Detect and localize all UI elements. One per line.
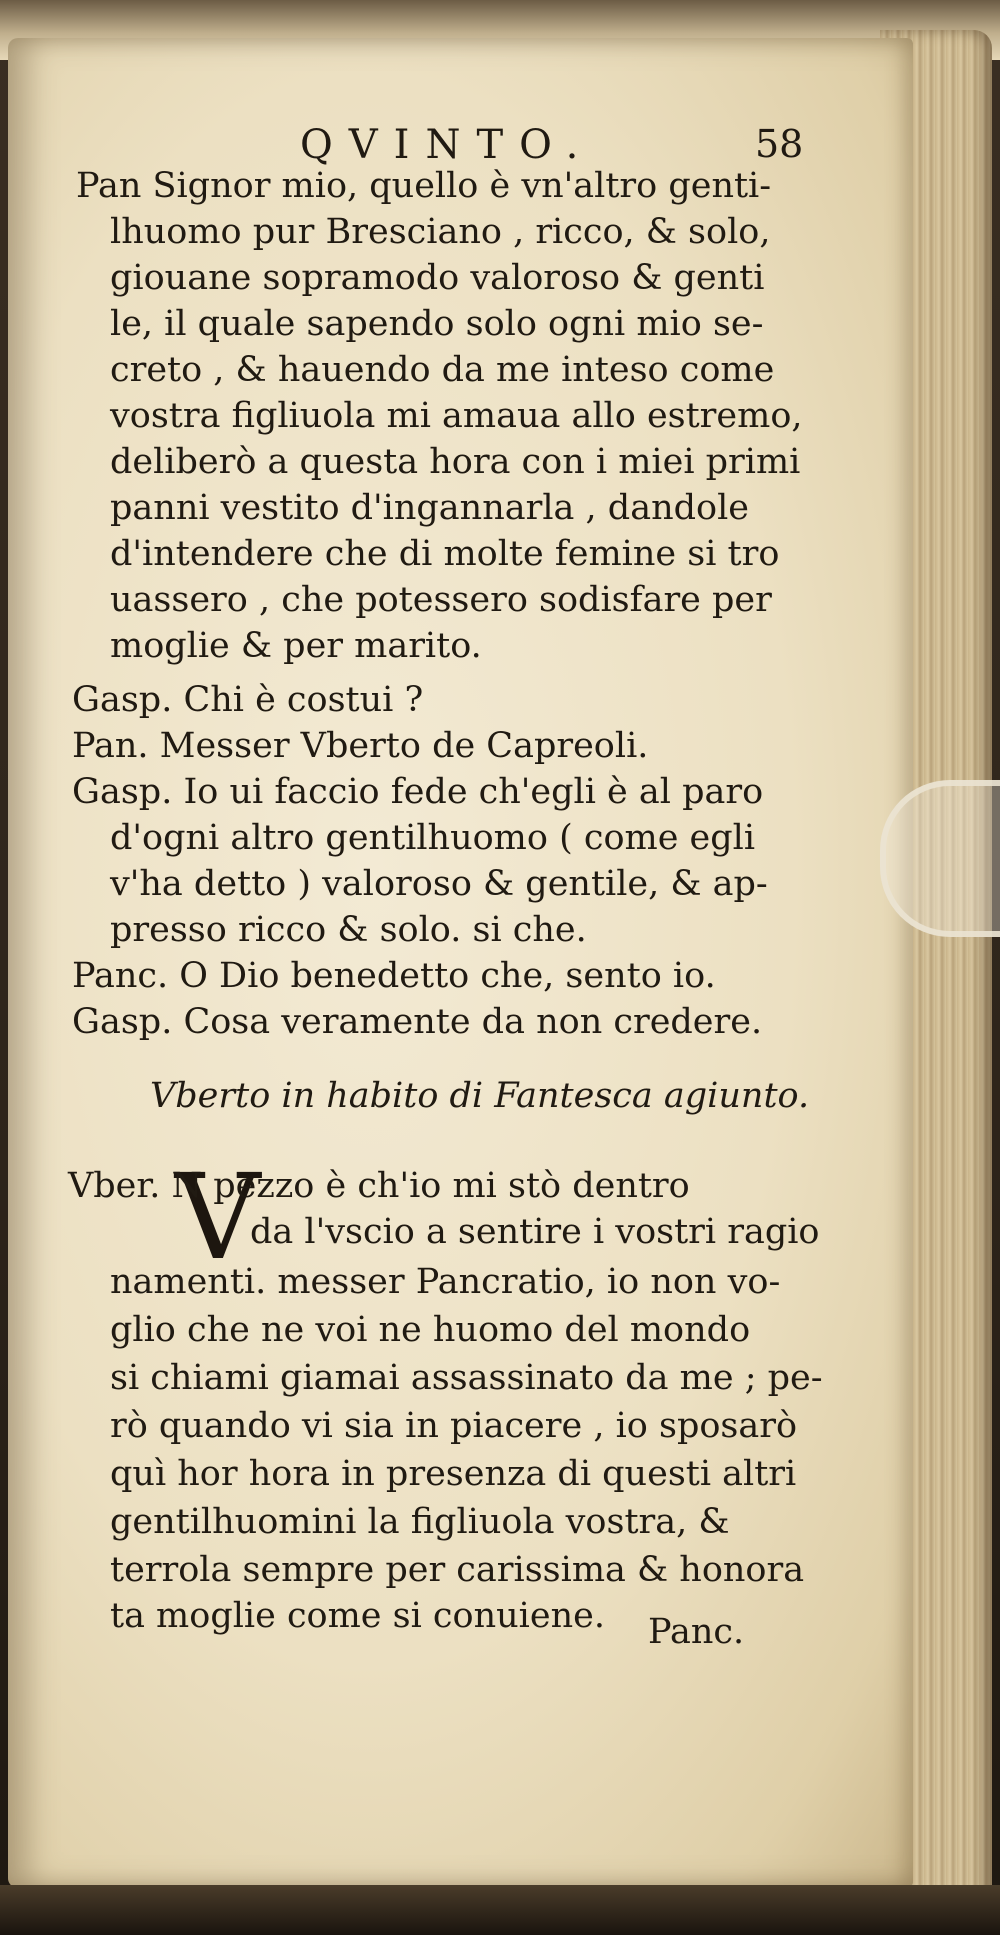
- speech-line: Vber. N pezzo è ch'io mi stò dentro: [68, 1166, 690, 1206]
- clasp-icon: [880, 780, 1000, 937]
- text-line: vostra figliuola mi amaua allo estremo,: [110, 396, 803, 436]
- text-line: moglie & per marito.: [110, 626, 482, 666]
- speech-line: namenti. messer Pancratio, io non vo-: [110, 1262, 781, 1302]
- text-line: Pan. Messer Vberto de Capreoli.: [72, 726, 649, 766]
- text-line: giouane sopramodo valoroso & genti: [110, 258, 765, 298]
- text-line: le, il quale sapendo solo ogni mio se-: [110, 304, 764, 344]
- text-line: deliberò a questa hora con i miei primi: [110, 442, 801, 482]
- text-line: uassero , che potessero sodisfare per: [110, 580, 772, 620]
- speech-line: terrola sempre per carissima & honora: [110, 1550, 805, 1590]
- speech-line: quì hor hora in presenza di questi altri: [110, 1454, 797, 1494]
- text-line: panni vestito d'ingannarla , dandole: [110, 488, 749, 528]
- speech-line: glio che ne voi ne huomo del mondo: [110, 1310, 751, 1350]
- speech-line: da l'vscio a sentire i vostri ragio: [250, 1212, 820, 1252]
- speech-line: si chiami giamai assassinato da me ; pe-: [110, 1358, 823, 1398]
- catchword: Panc.: [648, 1612, 745, 1652]
- page-number: 58: [755, 122, 804, 166]
- stage-direction: Vberto in habito di Fantesca agiunto.: [150, 1076, 810, 1116]
- text-line: presso ricco & solo. si che.: [110, 910, 587, 950]
- text-line: creto , & hauendo da me inteso come: [110, 350, 775, 390]
- text-line: Gasp. Cosa veramente da non credere.: [72, 1002, 763, 1042]
- drop-cap: V: [175, 1148, 261, 1286]
- text-line: Panc. O Dio benedetto che, sento io.: [72, 956, 716, 996]
- text-line: v'ha detto ) valoroso & gentile, & ap-: [110, 864, 768, 904]
- text-line: lhuomo pur Bresciano , ricco, & solo,: [110, 212, 771, 252]
- text-line: d'ogni altro gentilhuomo ( come egli: [110, 818, 756, 858]
- text-line: Gasp. Chi è costui ?: [72, 680, 424, 720]
- speech-line: ta moglie come si conuiene.: [110, 1596, 605, 1636]
- text-line: Gasp. Io ui faccio fede ch'egli è al paro: [72, 772, 764, 812]
- speech-line: rò quando vi sia in piacere , io sposarò: [110, 1406, 798, 1446]
- running-head: QVINTO.: [300, 122, 595, 168]
- bottom-strip: [0, 1885, 1000, 1935]
- text-line: d'intendere che di molte femine si tro: [110, 534, 780, 574]
- text-line: Pan Signor mio, quello è vn'altro genti-: [76, 166, 772, 206]
- speech-line: gentilhuomini la figliuola vostra, &: [110, 1502, 730, 1542]
